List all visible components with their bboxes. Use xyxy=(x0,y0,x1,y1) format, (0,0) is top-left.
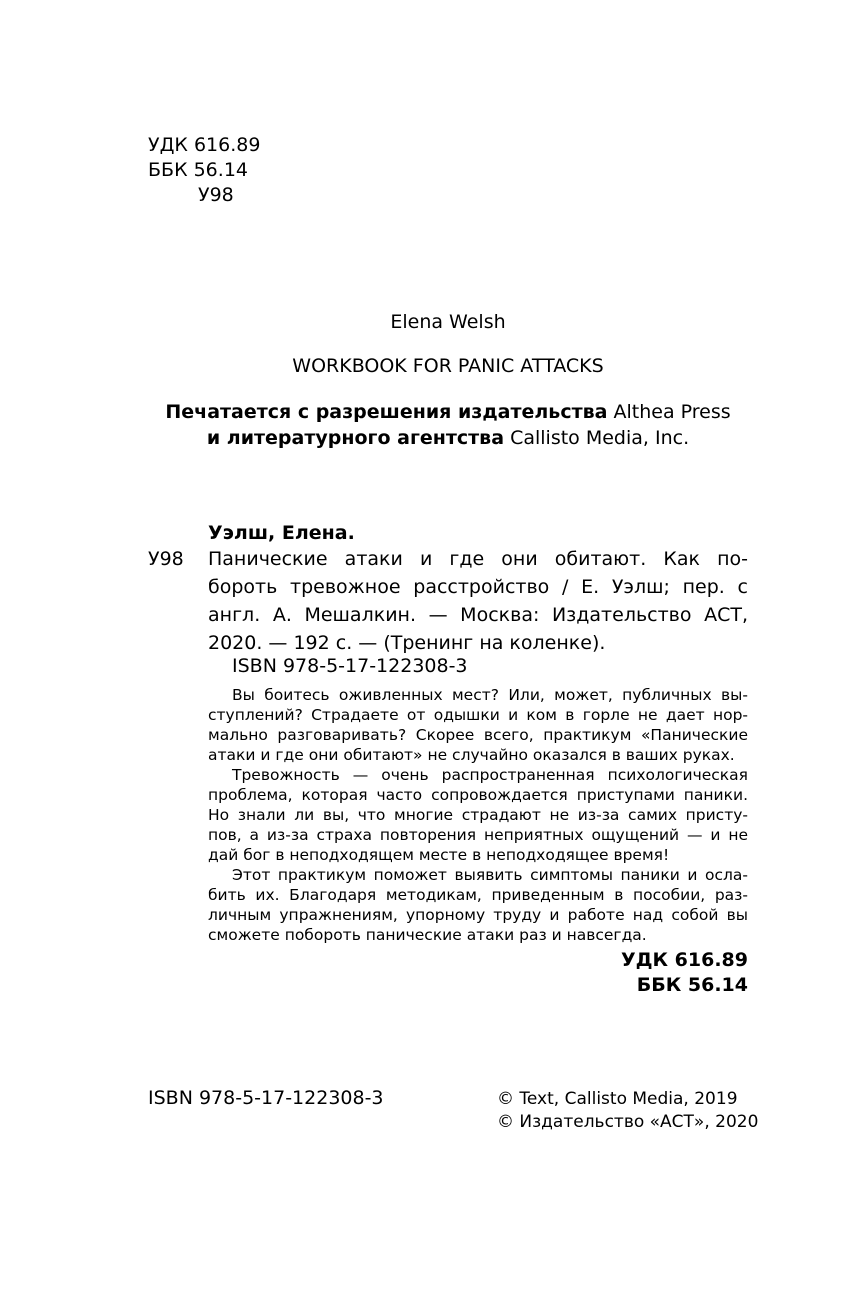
description-line: англ. А. Мешалкин. — Москва: Издательство АСТ, xyxy=(208,604,748,626)
annotation-line: сможете побороть панические атаки раз и навсегда. xyxy=(208,926,647,944)
footer-copyright-1: © Text, Callisto Media, 2019 xyxy=(497,1089,738,1109)
annotation xyxy=(208,685,748,945)
permission-line-2-regular: Callisto Media, Inc. xyxy=(510,427,690,449)
top-udk: УДК 616.89 xyxy=(148,134,261,156)
catalog-mark: У98 xyxy=(148,548,184,570)
annotation-line: ступлений? Страдаете от одышки и ком в горле не дает нор- xyxy=(208,706,748,724)
annotation-line: мально разговаривать? Скорее всего, практикум «Панические xyxy=(208,726,748,744)
catalog-bbk: ББК 56.14 xyxy=(636,974,748,996)
permission-line-2-bold: и литературного агентства xyxy=(206,427,505,449)
footer-isbn: ISBN 978-5-17-122308-3 xyxy=(148,1087,384,1109)
permission-line-1-bold: Печатается с разрешения издательства xyxy=(165,401,608,423)
permission-line-1 xyxy=(148,398,748,426)
original-author: Elena Welsh xyxy=(390,311,506,333)
catalog-isbn: ISBN 978-5-17-122308-3 xyxy=(232,655,468,677)
annotation-line: Вы боитесь оживленных мест? Или, может, публичных вы- xyxy=(232,686,748,704)
permission-line-2 xyxy=(148,424,748,452)
catalog-description xyxy=(208,545,748,657)
catalog-author-heading: Уэлш, Елена. xyxy=(208,522,355,544)
annotation-line: пов, а из-за страха повторения неприятных ощущений — и не xyxy=(208,826,748,844)
description-line: Панические атаки и где они обитают. Как по- xyxy=(208,548,748,570)
annotation-line: личным упражнениям, упорному труду и работе над собой вы xyxy=(208,906,748,924)
description-line: бороть тревожное расстройство / Е. Уэлш; пер. с xyxy=(208,576,748,598)
permission-line-1-regular: Althea Press xyxy=(613,401,731,423)
catalog-udk: УДК 616.89 xyxy=(620,949,748,971)
annotation-line: Тревожность — очень распространенная психологическая xyxy=(232,766,748,784)
description-line: 2020. — 192 с. — (Тренинг на коленке). xyxy=(208,632,606,654)
annotation-line: проблема, которая часто сопровождается приступами паники. xyxy=(208,786,748,804)
top-bbk: ББК 56.14 xyxy=(148,159,248,181)
top-author-mark: У98 xyxy=(198,184,234,206)
annotation-line: бить их. Благодаря методикам, приведенным в пособии, раз- xyxy=(208,886,748,904)
original-title: WORKBOOK FOR PANIC ATTACKS xyxy=(292,355,604,377)
annotation-line: дай бог в неподходящем месте в неподходящее время! xyxy=(208,846,670,864)
footer-copyright-2: © Издательство «АСТ», 2020 xyxy=(497,1112,759,1132)
annotation-line: Этот практикум поможет выявить симптомы паники и осла- xyxy=(232,866,748,884)
annotation-line: Но знали ли вы, что многие страдают не из-за самих присту- xyxy=(208,806,748,824)
annotation-line: атаки и где они обитают» не случайно оказался в ваших руках. xyxy=(208,746,735,764)
